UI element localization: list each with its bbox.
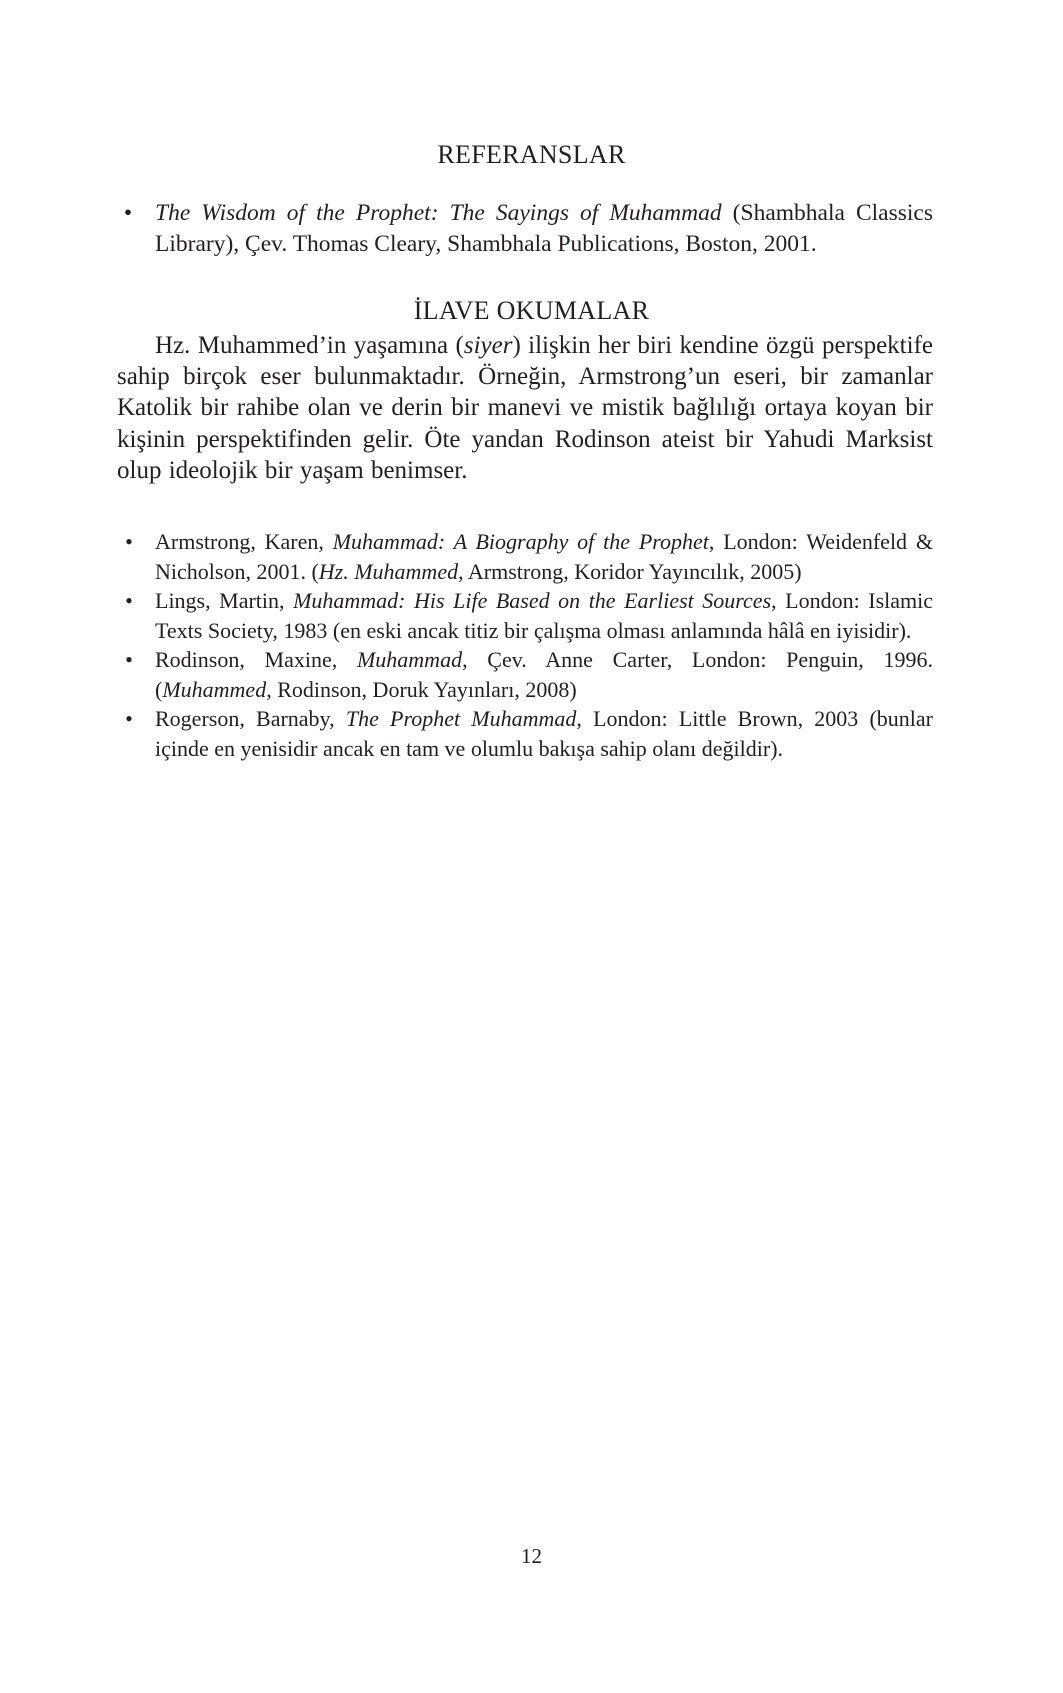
bib-title: Muhammad: His Life Based on the Earliest Sources: [293, 588, 772, 613]
intro-text-rest: ) ilişkin her biri kendine özgü perspektife sahip birçok eser bulunmaktadır. Örneğin, Armstrong’un eseri, bir zamanlar Katolik bir rahibe olan ve derin bir manevi ve mistik bağlılığı ortaya koyan bir kişinin perspektifinden gelir. Öte yandan Rodinson ateist bir Yahudi Marksist olup ideolojik bir yaşam benimser.: [117, 332, 933, 484]
bib-publication: , London: Little Brown, 2003 (bunlar içinde en yenisidir ancak en tam ve olumlu bakışa sahip olanı değildir).: [155, 706, 933, 761]
bullet-icon: •: [125, 529, 133, 554]
reference-item: [123, 198, 933, 260]
bib-translation-details: , Rodinson, Doruk Yayınları, 2008): [266, 676, 577, 702]
bibliography-item: [125, 704, 933, 763]
further-reading-list: [125, 527, 934, 763]
bib-author: Rogerson, Barnaby,: [155, 706, 346, 731]
bib-translation-title: Muhammed: [162, 676, 267, 702]
bib-title: Muhammad: [356, 647, 463, 672]
further-reading-heading: İLAVE OKUMALAR: [413, 296, 650, 325]
bullet-icon: •: [125, 706, 133, 731]
bib-translation-details: , Armstrong, Koridor Yayıncılık, 2005): [458, 558, 802, 584]
bib-publication: , London: Islamic Texts Society, 1983 (en eski ancak titiz bir çalışma olması anlamında hâlâ en iyisidir).: [155, 588, 934, 643]
page-number: 12: [521, 1544, 542, 1568]
references-list: [123, 198, 933, 260]
intro-text-start: Hz. Muhammed’in yaşamına (: [155, 332, 464, 359]
intro-italic-term: siyer: [463, 332, 513, 359]
further-reading-intro: [117, 330, 933, 486]
bib-author: Armstrong, Karen,: [155, 529, 333, 554]
bib-translation-title: Hz. Muhammed: [318, 558, 459, 584]
bibliography-item: [125, 645, 933, 704]
bib-publication: , Çev. Anne Carter, London: Penguin, 1996. (: [155, 647, 933, 702]
reference-title: The Wisdom of the Prophet: The Sayings of Muhammad: [155, 200, 722, 226]
bullet-icon: •: [125, 647, 133, 672]
bib-publication: , London: Weidenfeld & Nicholson, 2001. (: [155, 529, 933, 584]
bib-title: Muhammad: A Biography of the Prophet: [332, 529, 709, 554]
bib-title: The Prophet Muhammad: [345, 706, 577, 731]
bib-author: Lings, Martin,: [155, 588, 294, 613]
bib-author: Rodinson, Maxine,: [155, 647, 357, 672]
references-heading: REFERANSLAR: [437, 140, 626, 169]
reference-details: (Shambhala Classics Library), Çev. Thomas Cleary, Shambhala Publications, Boston, 2001.: [155, 200, 933, 257]
bibliography-item: [125, 527, 933, 586]
bullet-icon: •: [125, 588, 133, 613]
bibliography-item: [125, 586, 934, 645]
bullet-icon: •: [123, 200, 133, 226]
